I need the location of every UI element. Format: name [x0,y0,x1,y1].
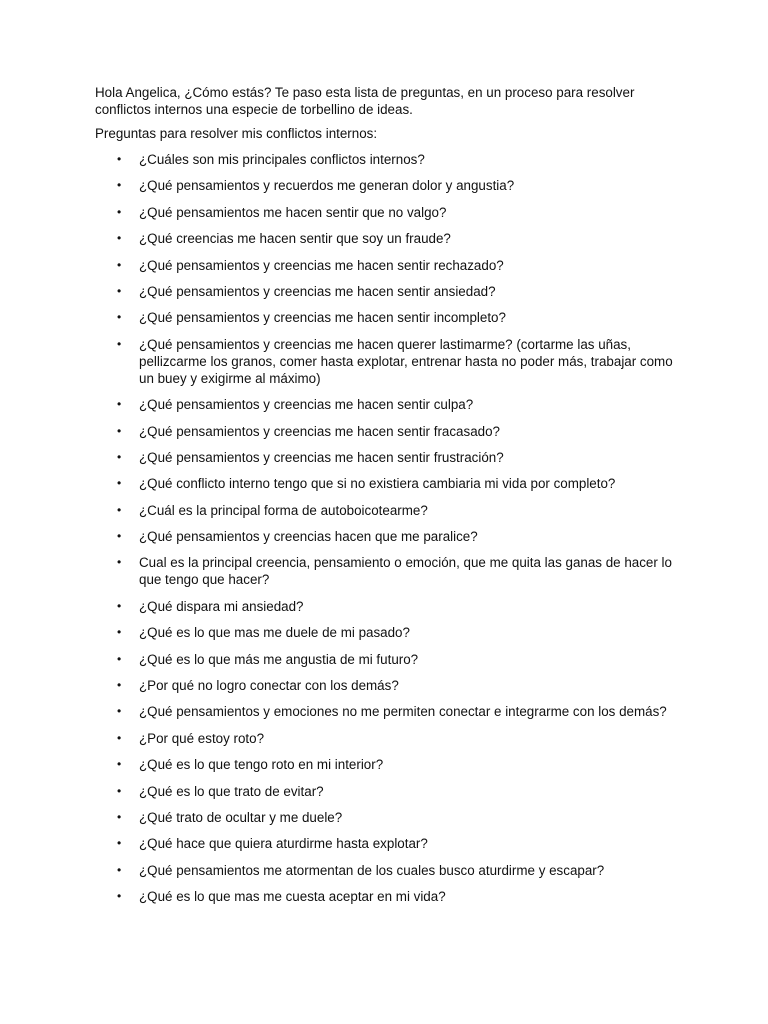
question-text: ¿Qué pensamientos y creencias hacen que me paralice? [139,529,478,545]
list-item [95,624,685,641]
question-text: ¿Qué hace que quiera aturdirme hasta explotar? [139,836,428,852]
bullet-icon: • [117,730,122,745]
list-item [95,396,685,413]
list-item [95,257,685,274]
question-text: ¿Qué es lo que mas me cuesta aceptar en mi vida? [139,889,446,905]
bullet-icon: • [117,310,122,325]
question-text: ¿Qué es lo que más me angustia de mi futuro? [139,651,419,667]
list-item [95,423,685,440]
question-text: ¿Qué conflicto interno tengo que si no existiera cambiaria mi vida por completo? [139,476,616,492]
bullet-icon: • [117,529,122,544]
list-item [95,783,685,800]
list-item [95,862,685,879]
intro-paragraph: Hola Angelica, ¿Cómo estás? Te paso esta lista de preguntas, en un proceso para resolver conflictos internos una especie de torbellino de ideas. [95,85,635,117]
bullet-icon: • [117,757,122,772]
bullet-icon: • [117,678,122,693]
question-text: ¿Cuáles son mis principales conflictos internos? [139,152,425,167]
question-text: ¿Qué dispara mi ansiedad? [139,598,304,614]
list-item [95,809,685,826]
question-text: ¿Por qué no logro conectar con los demás? [139,678,399,694]
list-item [95,336,685,387]
list-item [95,730,685,747]
list-item [95,502,685,519]
question-text: ¿Qué es lo que tengo roto en mi interior? [139,757,384,773]
list-item [95,703,685,720]
question-text: ¿Qué trato de ocultar y me duele? [139,809,343,825]
question-text: ¿Qué pensamientos y creencias me hacen sentir ansiedad? [139,283,496,299]
bullet-icon: • [117,336,122,351]
bullet-icon: • [117,283,122,298]
list-item [95,204,685,221]
bullet-icon: • [117,836,122,851]
list-item [95,554,685,588]
bullet-icon: • [117,598,122,613]
bullet-icon: • [117,449,122,464]
list-item [95,598,685,615]
bullet-icon: • [117,502,122,517]
bullet-icon: • [117,704,122,719]
question-text: ¿Qué creencias me hacen sentir que soy un fraude? [139,231,451,247]
question-text: Cual es la principal creencia, pensamiento o emoción, que me quita las ganas de hacer lo que tengo que hacer? [139,555,672,588]
question-text: ¿Qué pensamientos y creencias me hacen sentir incompleto? [139,310,506,326]
list-item [95,835,685,852]
question-text: ¿Qué es lo que mas me duele de mi pasado? [139,625,410,641]
question-text: ¿Qué pensamientos me hacen sentir que no valgo? [139,204,447,220]
question-text: ¿Qué pensamientos me atormentan de los cuales busco aturdirme y escapar? [139,862,605,878]
bullet-icon: • [117,397,122,412]
document-page [95,84,685,915]
bullet-icon: • [117,862,122,877]
question-list [95,151,685,905]
bullet-icon: • [117,809,122,824]
list-item [95,151,685,168]
question-text: ¿Por qué estoy roto? [139,730,265,746]
question-text: ¿Cuál es la principal forma de autoboicotearme? [139,502,428,518]
list-item [95,177,685,194]
list-item [95,283,685,300]
list-item [95,230,685,247]
question-text: ¿Qué pensamientos y creencias me hacen sentir culpa? [139,397,474,413]
bullet-icon: • [117,625,122,640]
list-item [95,309,685,326]
bullet-icon: • [117,555,122,570]
bullet-icon: • [117,257,122,272]
question-text: ¿Qué es lo que trato de evitar? [139,783,324,799]
question-text: ¿Qué pensamientos y recuerdos me generan dolor y angustia? [139,178,515,194]
list-item [95,475,685,492]
question-text: ¿Qué pensamientos y creencias me hacen sentir frustración? [139,449,504,465]
question-text: ¿Qué pensamientos y emociones no me permiten conectar e integrarme con los demás? [139,704,667,720]
bullet-icon: • [117,152,122,166]
bullet-icon: • [117,889,122,904]
bullet-icon: • [117,476,122,491]
question-text: ¿Qué pensamientos y creencias me hacen sentir rechazado? [139,257,504,273]
list-item [95,651,685,668]
list-item [95,677,685,694]
section-heading: Preguntas para resolver mis conflictos internos: [95,126,378,141]
bullet-icon: • [117,204,122,219]
question-text: ¿Qué pensamientos y creencias me hacen sentir fracasado? [139,423,500,439]
bullet-icon: • [117,178,122,193]
bullet-icon: • [117,231,122,246]
bullet-icon: • [117,783,122,798]
bullet-icon: • [117,423,122,438]
list-item [95,756,685,773]
list-item [95,449,685,466]
list-item [95,528,685,545]
bullet-icon: • [117,651,122,666]
list-item [95,888,685,905]
question-text: ¿Qué pensamientos y creencias me hacen querer lastimarme? (cortarme las uñas, pellizcarme los granos, comer hasta explotar, entrenar hasta no poder más, trabajar como un buey y exigirme al máximo) [139,336,673,386]
